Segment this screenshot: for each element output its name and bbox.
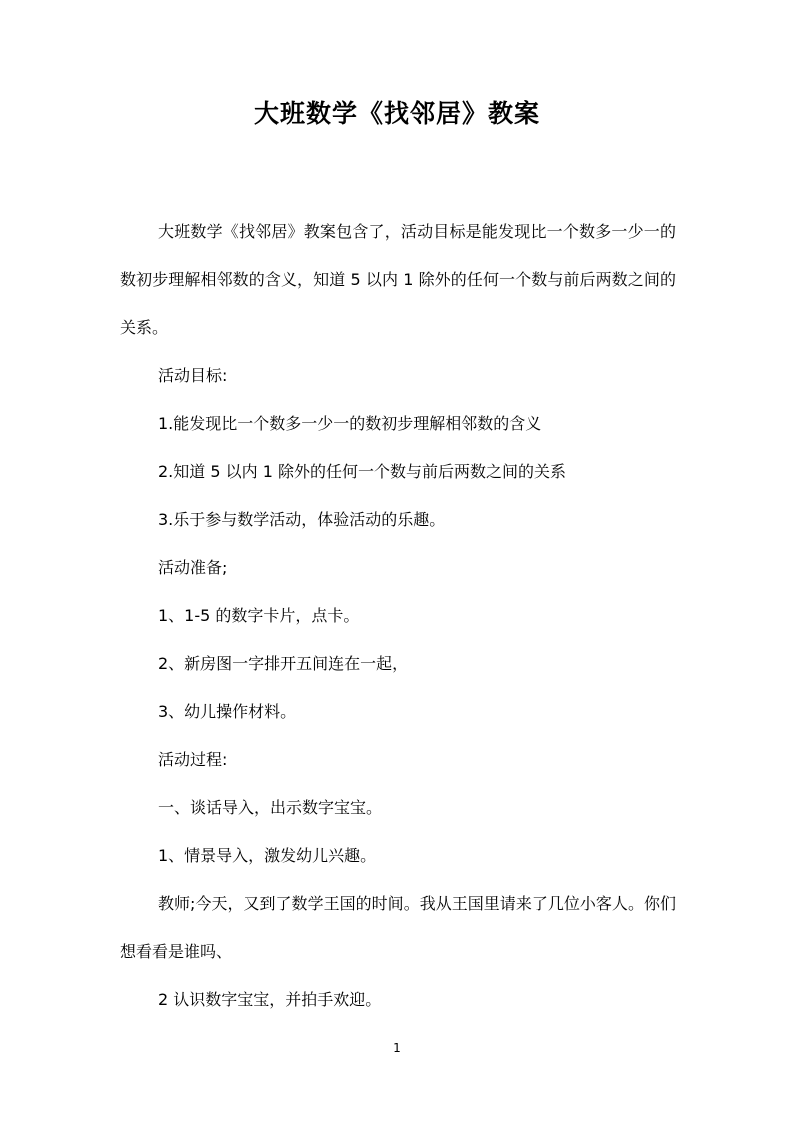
goal-item-2: 2.知道 5 以内 1 除外的任何一个数与前后两数之间的关系 xyxy=(158,462,566,481)
intro-paragraph: 大班数学《找邻居》教案包含了，活动目标是能发现比一个数多一少一的数初步理解相邻数的含义，知道 5 以内 1 除外的任何一个数与前后两数之间的关系。 xyxy=(120,222,676,337)
page-number: 1 xyxy=(393,1041,401,1055)
process-step-1: 一、谈话导入，出示数字宝宝。 xyxy=(158,798,383,817)
document-title: 大班数学《找邻居》教案 xyxy=(253,99,540,128)
preparation-heading: 活动准备; xyxy=(158,558,228,577)
preparation-item-1: 1、1-5 的数字卡片，点卡。 xyxy=(158,606,360,625)
goal-item-3: 3.乐于参与数学活动，体验活动的乐趣。 xyxy=(158,510,446,529)
preparation-item-3: 3、幼儿操作材料。 xyxy=(158,702,297,721)
document-body xyxy=(120,208,676,1024)
process-heading: 活动过程: xyxy=(158,750,228,769)
goal-item-1: 1.能发现比一个数多一少一的数初步理解相邻数的含义 xyxy=(158,414,542,433)
teacher-dialogue-paragraph: 教师;今天，又到了数学王国的时间。我从王国里请来了几位小客人。你们想看看是谁吗、 xyxy=(120,894,676,961)
process-substep-2: 2 认识数字宝宝，并拍手欢迎。 xyxy=(158,990,382,1009)
preparation-item-2: 2、新房图一字排开五间连在一起， xyxy=(158,654,409,673)
goals-heading: 活动目标: xyxy=(158,366,228,385)
process-substep-1: 1、情景导入，激发幼儿兴趣。 xyxy=(158,846,377,865)
